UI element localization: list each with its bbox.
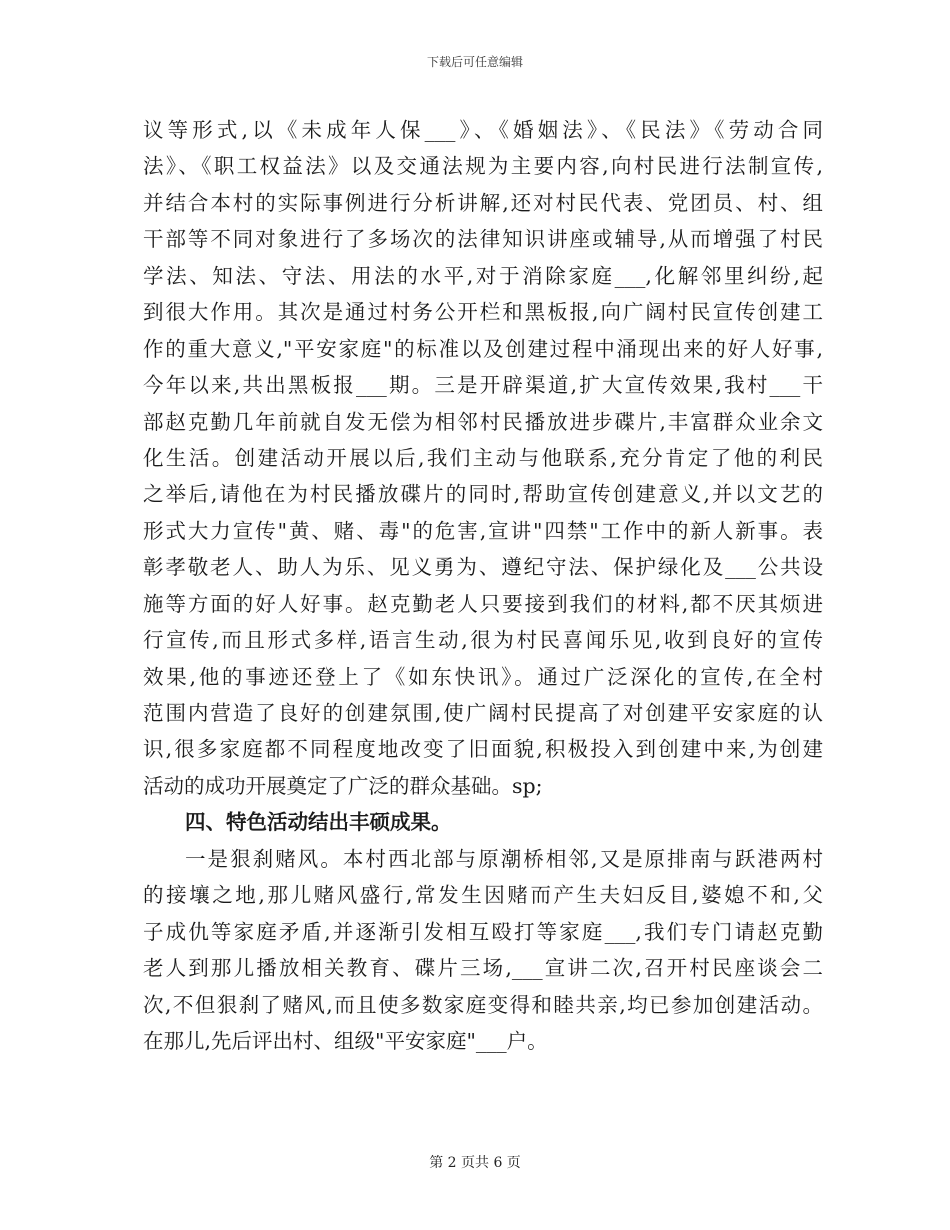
section-heading: 四、特色活动结出丰硕成果。 bbox=[185, 810, 452, 835]
body-line: 一是狠刹赌风。本村西北部与原潮桥相邻,又是原排南与跃港两村 bbox=[185, 846, 823, 871]
body-line: 法》、《职工权益法》以及交通法规为主要内容,向村民进行法制宣传, bbox=[143, 154, 823, 179]
body-line: 部赵克勤几年前就自发无偿为相邻村民播放进步碟片,丰富群众业余文 bbox=[143, 409, 823, 434]
body-line: 议等形式,以《未成年人保___》、《婚姻法》、《民法》《劳动合同 bbox=[143, 118, 823, 142]
body-line: 干部等不同对象进行了多场次的法律知识讲座或辅导,从而增强了村民 bbox=[143, 227, 823, 252]
body-line: 到很大作用。其次是通过村务公开栏和黑板报,向广阔村民宣传创建工 bbox=[143, 300, 823, 325]
body-line: 之举后,请他在为村民播放碟片的同时,帮助宣传创建意义,并以文艺的 bbox=[143, 482, 823, 507]
body-line: 的接壤之地,那儿赌风盛行,常发生因赌而产生夫妇反目,婆媳不和,父 bbox=[143, 883, 823, 908]
body-line: 彰孝敬老人、助人为乐、见义勇为、遵纪守法、保护绿化及___公共设 bbox=[143, 555, 823, 580]
body-line: 行宣传,而且形式多样,语言生动,很为村民喜闻乐见,收到良好的宣传 bbox=[143, 628, 823, 653]
body-line: 形式大力宣传"黄、赌、毒"的危害,宣讲"四禁"工作中的新人新事。表 bbox=[143, 518, 823, 543]
page-number: 第 2 页共 6 页 bbox=[429, 1155, 521, 1171]
body-line: 老人到那儿播放相关教育、碟片三场,___宣讲二次,召开村民座谈会二 bbox=[143, 956, 823, 981]
page-header: 下载后可任意编辑 bbox=[426, 55, 523, 69]
body-line: 活动的成功开展奠定了广泛的群众基础。sp; bbox=[143, 773, 543, 798]
body-line: 识,很多家庭都不同程度地改变了旧面貌,积极投入到创建中来,为创建 bbox=[143, 737, 823, 762]
body-line: 今年以来,共出黑板报___期。三是开辟渠道,扩大宣传效果,我村___干 bbox=[143, 373, 823, 398]
document-body bbox=[143, 112, 823, 1059]
body-line: 子成仇等家庭矛盾,并逐渐引发相互殴打等家庭___,我们专门请赵克勤 bbox=[143, 919, 823, 944]
body-line: 施等方面的好人好事。赵克勤老人只要接到我们的材料,都不厌其烦进 bbox=[143, 591, 823, 616]
body-line: 化生活。创建活动开展以后,我们主动与他联系,充分肯定了他的利民 bbox=[143, 445, 823, 470]
body-line: 效果,他的事迹还登上了《如东快讯》。通过广泛深化的宣传,在全村 bbox=[143, 664, 823, 689]
body-line: 作的重大意义,"平安家庭"的标准以及创建过程中涌现出来的好人好事, bbox=[143, 336, 823, 361]
body-line: 次,不但狠刹了赌风,而且使多数家庭变得和睦共亲,均已参加创建活动。 bbox=[143, 992, 823, 1017]
body-line: 范围内营造了良好的创建氛围,使广阔村民提高了对创建平安家庭的认 bbox=[143, 701, 823, 725]
body-line: 并结合本村的实际事例进行分析讲解,还对村民代表、党团员、村、组 bbox=[143, 190, 823, 215]
body-line: 学法、知法、守法、用法的水平,对于消除家庭___,化解邻里纠纷,起 bbox=[143, 263, 823, 288]
body-line: 在那儿,先后评出村、组级"平安家庭"___户。 bbox=[143, 1028, 548, 1053]
